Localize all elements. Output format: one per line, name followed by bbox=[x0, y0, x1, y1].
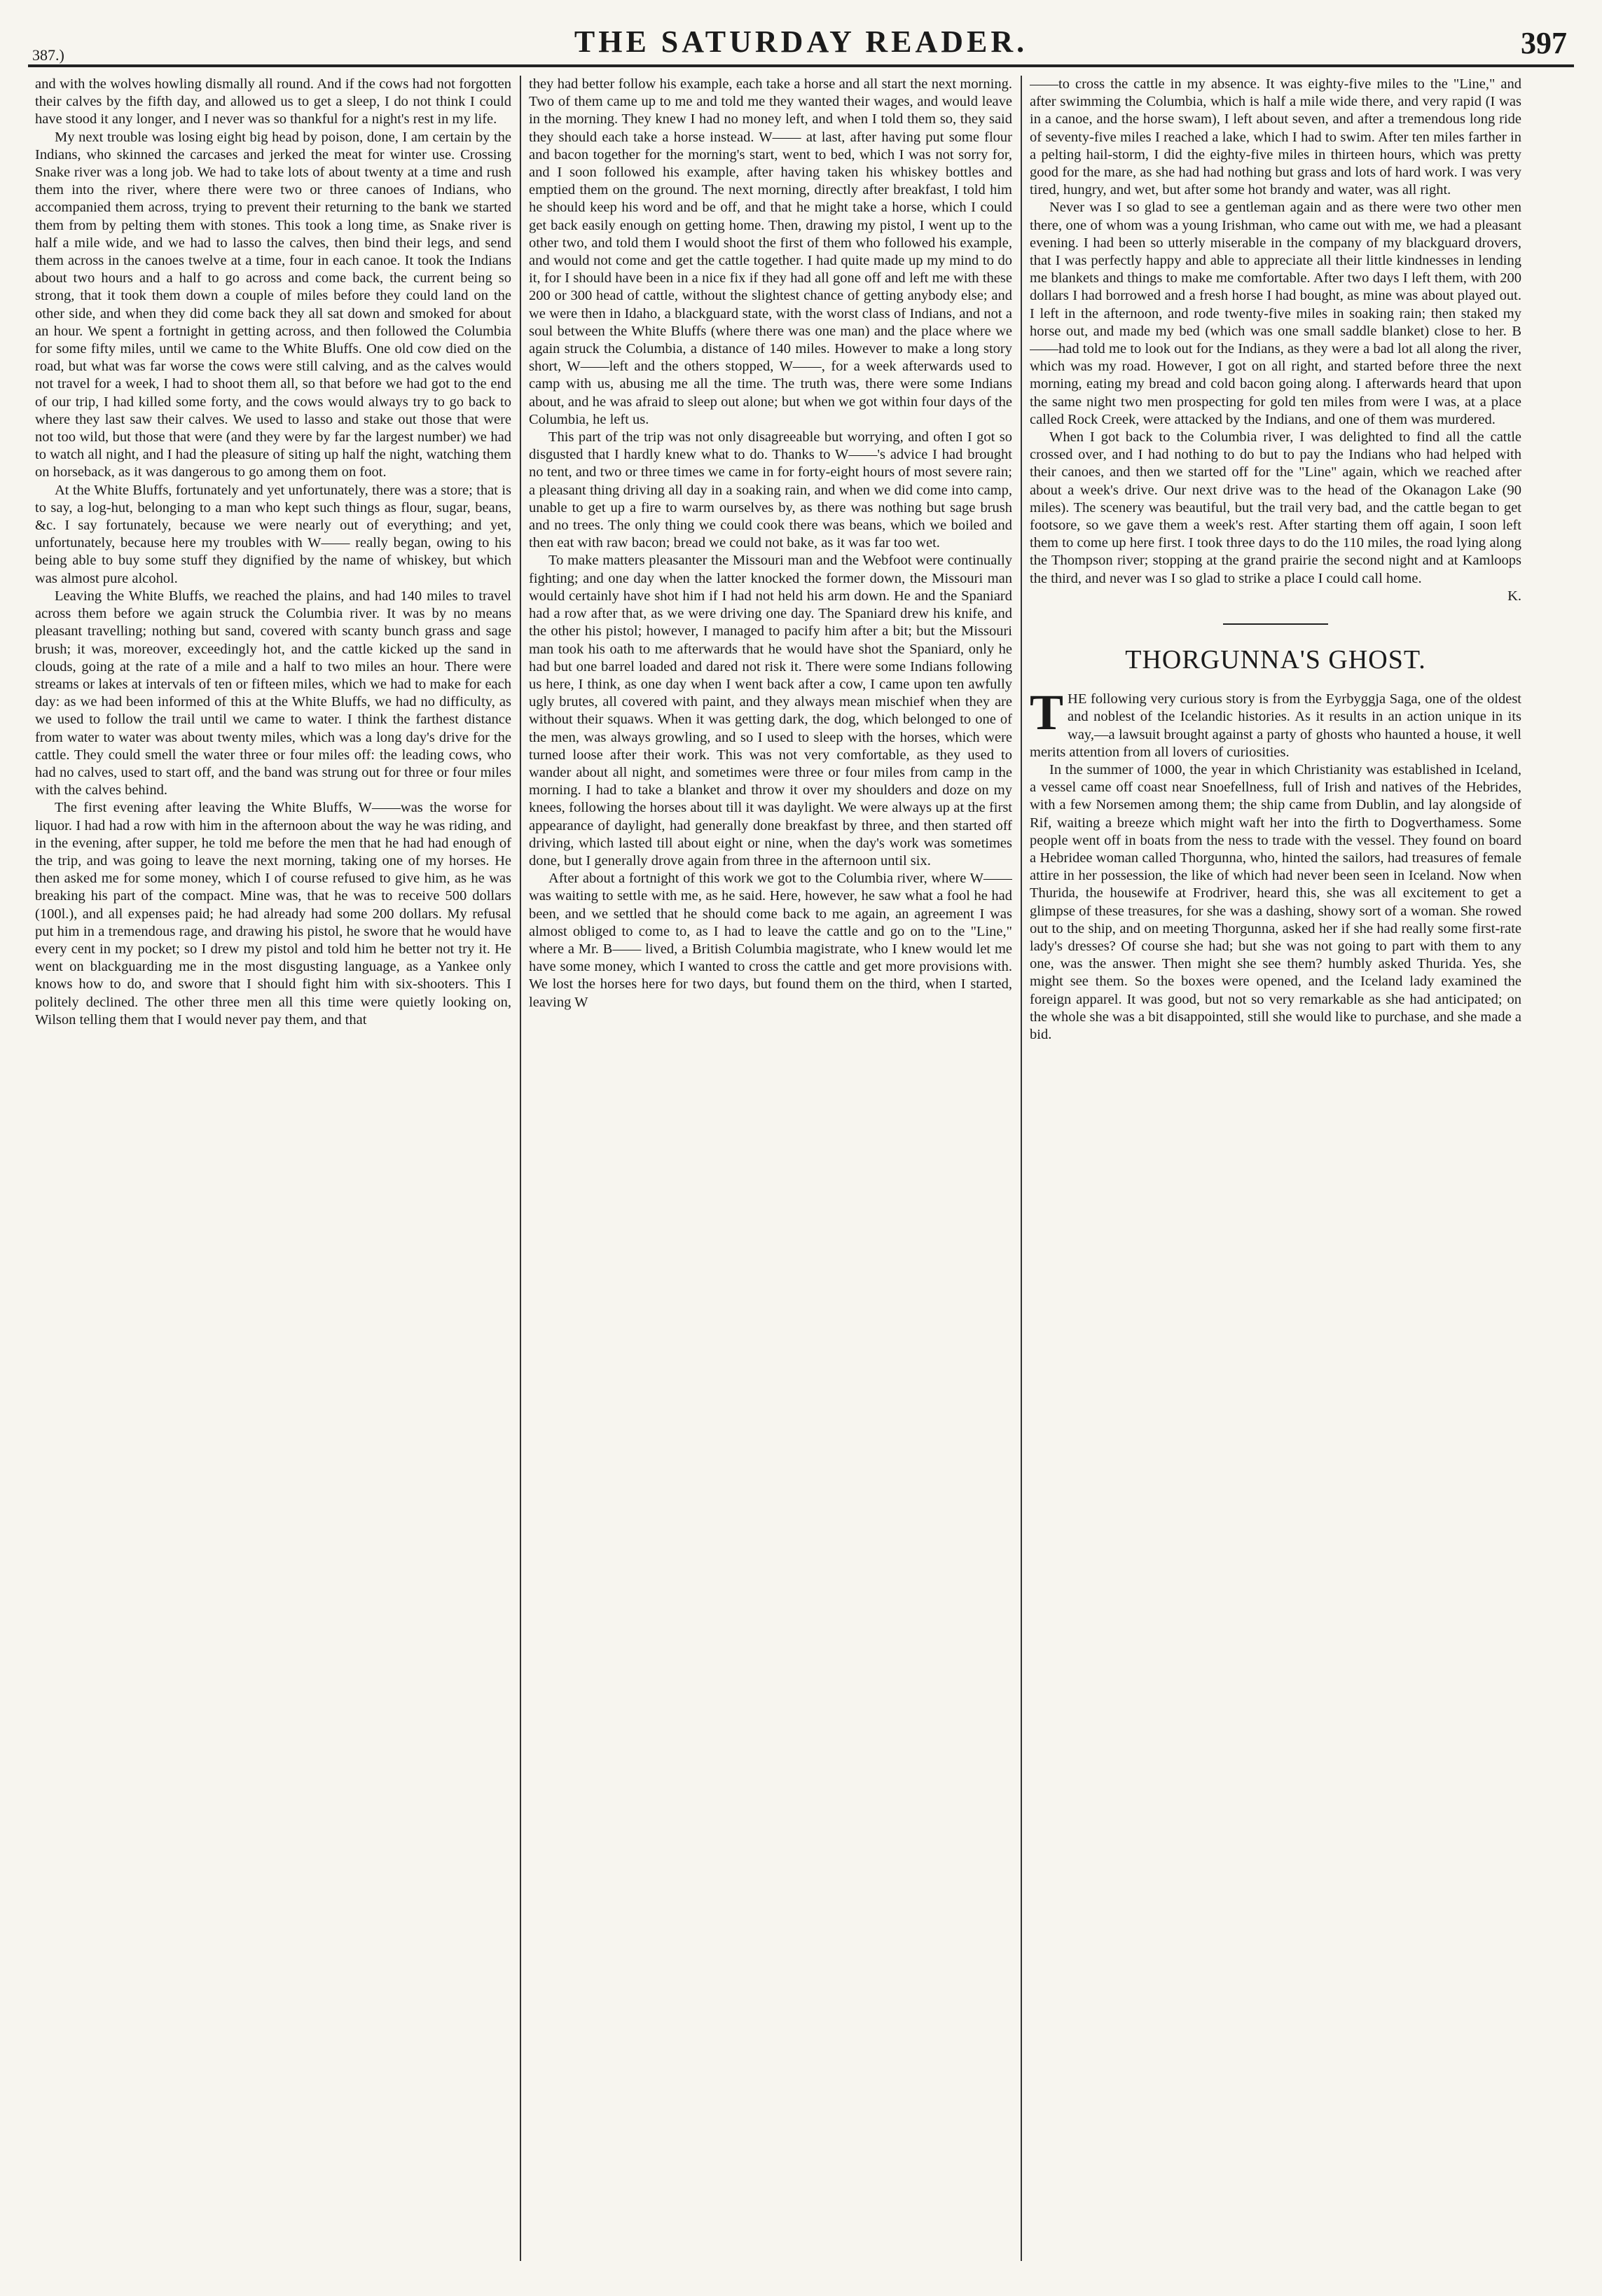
column-1 bbox=[35, 76, 511, 2268]
article-title: THORGUNNA'S GHOST. bbox=[1125, 645, 1426, 675]
publication-title: THE SATURDAY READER. bbox=[574, 25, 1028, 59]
paragraph: they had better follow his example, each take a horse and all start the next morning. Two of them came up to me and told me they wanted their wages, and would leave in the morning. They knew I had no money left, and when I told them so, they said they should each take a horse instead. W—— at last, after having put some flour and bacon together for the morning's start, went to bed, which I was not sorry for, and I soon followed his example, after having taken his whiskey bottles and emptied them on the ground. The next morning, directly after breakfast, I told him he should keep his word and be off, and that he might take a horse, which I could get back easily enough on getting home. Then, drawing my pistol, I went up to the other two, and told them I would shoot the first of them who followed his example, and would not come and get the cattle together. I had quite made up my mind to do it, for I should have been in a nice fix if they had all gone off and left me with these 200 or 300 head of cattle, without the slightest chance of getting anybody else; and we were then in Idaho, a blackguard state, with the worst class of Indians, and not a soul between the White Bluffs (where there was one man) and the place where we again struck the Columbia, a distance of 140 miles. However to make a long story short, W——left and the others stopped, W——, for a week afterwards used to camp with us, abusing me all the time. The truth was, there were some Indians about, and he was afraid to sleep out alone; but when we got within four days of the Columbia, he left us. bbox=[529, 76, 1012, 427]
paragraph: ——to cross the cattle in my absence. It was eighty-five miles to the "Line," and after swimming the Columbia, which is half a mile wide there, and very rapid (I was in a canoe, and the horse swam), I left about seven, and after a tremendous long ride of seventy-five miles I reached a lake, which I had to swim. After ten miles farther in a pelting hail-storm, I did the eighty-five miles in thirteen hours, which was pretty good for the mare, as she had had nothing but grass and lots of hard work. I was very tired, hungry, and wet, but after some hot brandy and water, was all right. bbox=[1030, 76, 1521, 198]
author-signature: K. bbox=[1507, 588, 1521, 604]
article-paragraph bbox=[1030, 684, 1521, 761]
paragraph: To make matters pleasanter the Missouri man and the Webfoot were continually fighting; and one day when the latter knocked the former down, the Missouri man would certainly have shot him if I had not held his arm down. He and the Spaniard had a row after that, as we were driving one day. The Spaniard drew his knife, and the other his pistol; however, I managed to pacify him after a bit; but the Missouri man took his oath to me afterwards that he would have shot the Spaniard, only he had but one barrel loaded and dared not risk it. There were some Indians following us here, I think, as one day when I went back after a cow, I came upon ten awfully ugly brutes, all covered with paint, and they always mean mischief when they are without their squaws. When it was getting dark, the dog, which belonged to one of the men, was always growling, and so I used to sleep with the horses, which were turned loose after their work. This was not very comfortable, as they used to wander about all night, and sometimes were three or four miles from camp in the morning. I had to take a blanket and throw it over my shoulders and doze on my knees, following the horses about till it was daylight. We were always up at the first appearance of daylight, had generally done breakfast by three, and then started off driving, which lasted till about eight or nine, when the day's work was sometimes done, but I generally drove again from three in the afternoon until six. bbox=[529, 553, 1012, 869]
article-paragraph: In the summer of 1000, the year in which Christianity was established in Iceland, a vessel came off coast near Snoefellness, full of Irish and natives of the Hebrides, with a few Norsemen among them; the ship came from Dublin, and lay alongside of Rif, waiting a breeze which might waft her into the firth to Dogverthamess. Some people went off in boats from the ness to trade with the vessel. They found on board a Hebridee woman called Thorgunna, who, hinted the sailors, had treasures of female attire in her possession, the like of which had never been seen in Iceland. Now when Thurida, the housewife at Frodriver, heard this, she was all excitement to get a glimpse of these treasures, for she was a dashing, showy sort of a woman. She rowed out to the ship, and on meeting Thorgunna, asked her if she had really some first-rate lady's dresses? Of course she had; but she was not going to part with them to any one, was the answer. Then might she see them? humbly asked Thurida. Yes, she might see them. So the boxes were opened, and the Iceland lady examined the foreign apparel. It was good, but not so very remarkable as she had anticipated; on the whole she was a bit disappointed, still she would like to purchase, and she made a bid. bbox=[1030, 761, 1521, 1042]
column-rule bbox=[520, 76, 521, 2261]
paragraph: When I got back to the Columbia river, I was delighted to find all the cattle crossed over, and I had nothing to do but to pay the Indians who had helped with their canoes, and then we started off for the "Line" again, which we reached after about a week's drive. Our next drive was to the head of the Okanagon Lake (90 miles). The scenery was beautiful, but the trail very bad, and the cattle began to get footsore, so we gave them a week's rest. After starting them off again, I soon left them to come up here first. I took three days to do the 110 miles, the road lying along the Thompson river; stopping at the grand prairie the second night and at Kamloops the third, and never was I so glad to strike a place I could call home. bbox=[1030, 429, 1521, 586]
paragraph: My next trouble was losing eight big head by poison, done, I am certain by the Indians, who skinned the carcases and jerked the meat for winter use. Crossing Snake river was a long job. We had to take lots of about twenty at a time and rush them into the river, where there were two or three canoes of Indians, who accompanied them across, trying to prevent their returning to the bank we started them from by pelting them with stones. This took a long time, as Snake river is half a mile wide, and we had to lasso the calves, then bind their legs, and send them across in the canoes twelve at a time, four in each canoe. It took the Indians about two hours and a half to go across and come back, the current being so strong, that it took them down a couple of miles before they could land on the other side, and when they did come back they all sat down and smoked for about an hour. We spent a fortnight in getting across, and then followed the Columbia for some fifty miles, until we came to the White Bluffs. One old cow died on the road, but what was far worse the cows were still calving, and as the calves would not travel for a week, I had to shoot them all, so that before we had got to the end of our trip, I had killed some forty, and the cows would always try to go back to where they last saw their calves. We used to lasso and stake out those that were not too wild, but those that were (and they were by far the largest number) we had to watch all night, and I had the pleasure of siting up half the night, watching them on horseback, as it was dangerous to go among them on foot. bbox=[35, 129, 511, 480]
paragraph: and with the wolves howling dismally all round. And if the cows had not forgotten their calves by the fifth day, and allowed us to get a sleep, I do not think I could have stood it any longer, and I never was so thankful for a night's rest in my life. bbox=[35, 76, 511, 127]
paragraph: Leaving the White Bluffs, we reached the plains, and had 140 miles to travel across them before we again struck the Columbia river. It was by no means pleasant travelling; nothing but sand, covered with scanty bunch grass and sage brush; it was, moreover, exceedingly hot, and the cattle kicked up the sand in clouds, going at the rate of a mile and a half to two miles an hour. There were streams or lakes at intervals of ten or fifteen miles, which we had to make for each day: as we had been informed of this at the White Bluffs, we had no difficulty, as we used to follow the trail until we came to water. I think the farthest distance from water to water was about twenty miles, which was a long day's drive for the cattle. They could smell the water three or four miles off: the leading cows, who had no calves, used to start off, and the band was strung out for three or four miles with the calves behind. bbox=[35, 588, 511, 798]
masthead bbox=[28, 20, 1574, 67]
column-3 bbox=[1030, 76, 1521, 2268]
paragraph: Never was I so glad to see a gentleman again and as there were two other men there, one of whom was a young Irishman, who came out with me, we had a pleasant evening. I had been so utterly miserable in the company of my blackguard drovers, that I was perfectly happy and able to appreciate all their little kindnesses in lending me blankets and things to make me comfortable. After two days I left them, with 200 dollars I had borrowed and a fresh horse I had bought, as mine was about played out. I left in the afternoon, and rode twenty-five miles in soaking rain; then staked my horse out, and made my bed (which was one small saddle blanket) close to her. B——had told me to look out for the Indians, as they were a bad lot all along the river, which was my road. However, I got on all right, and started before three the next morning, eating my bread and cold bacon going along. I afterwards heard that upon the same night two men prospecting for gold ten miles from were I was, at a place called Rock Creek, were attacked by the Indians, and one of them was murdered. bbox=[1030, 200, 1521, 427]
column-rule bbox=[1021, 76, 1022, 2261]
paragraph: This part of the trip was not only disagreeable but worrying, and often I got so disgusted that I hardly knew what to do. Thanks to W——'s advice I had brought no tent, and two or three times we came in for forty-eight hours of most severe rain; a pleasant thing driving all day in a soaking rain, and when we did come into camp, unable to get up a fire to warm ourselves by, as there was nothing but sage brush and no trees. The only thing we could cook there was beans, which we boiled and then eat with raw bacon; bread we could not bake, as it was far too wet. bbox=[529, 429, 1012, 551]
drop-cap: T bbox=[1030, 684, 1064, 741]
masthead-left-fragment: 387.) bbox=[32, 46, 64, 64]
article-divider bbox=[1223, 623, 1328, 625]
page-number: 397 bbox=[1521, 26, 1567, 60]
column-2 bbox=[529, 76, 1012, 2268]
paragraph: At the White Bluffs, fortunately and yet unfortunately, there was a store; that is to say, a log-hut, belonging to a man who kept such things as flour, sugar, beans, &c. I say fortunately, because we were nearly out of everything; and yet, unfortunately, because here my troubles with W—— really began, owing to his being able to buy some stuff they dignified by the name of whiskey, but which was almost pure alcohol. bbox=[35, 482, 511, 586]
article-paragraph-text: HE following very curious story is from the Eyrbyggja Saga, one of the oldest and noblest of the Icelandic histories. As it results in an action unique in its way,—a lawsuit brought against a party of ghosts who haunted a house, it well merits attention from all lovers of curiosities. bbox=[1030, 691, 1521, 760]
paragraph: The first evening after leaving the White Bluffs, W——was the worse for liquor. I had had a row with him in the afternoon about the way he was riding, and in the evening, after supper, he told me before the men that he had had enough of the trip, and was going to leave the next morning, taking one of my horses. He then asked me for some money, which I of course refused to give him, as he was breaking his part of the compact. Mine was, that he was to receive 500 dollars (100l.), and all expenses paid; he had already had some 200 dollars. My refusal put him in a tremendous rage, and drawing his pistol, he swore that he would have every cent in my pocket; so I drew my pistol and told him he better not try it. He went on blackguarding me in the most disgusting language, as a Yankee only knows how to do, and swore that I should fight him with six-shooters. This I politely declined. The other three men all this time were quietly looking on, Wilson telling them that I would never pay them, and that bbox=[35, 800, 511, 1028]
paragraph: After about a fortnight of this work we got to the Columbia river, where W—— was waiting to settle with me, as he said. Here, however, he saw what a fool he had been, and we settled that he should come back to me again, an agreement I was almost obliged to come to, as I had to leave the cattle and go on to the "Line," where a Mr. B—— lived, a British Columbia magistrate, who I knew would let me have some money, which I wanted to cross the cattle and get more provisions with. We lost the horses here for two days, but found them on the third, when I started, leaving W bbox=[529, 871, 1012, 1010]
